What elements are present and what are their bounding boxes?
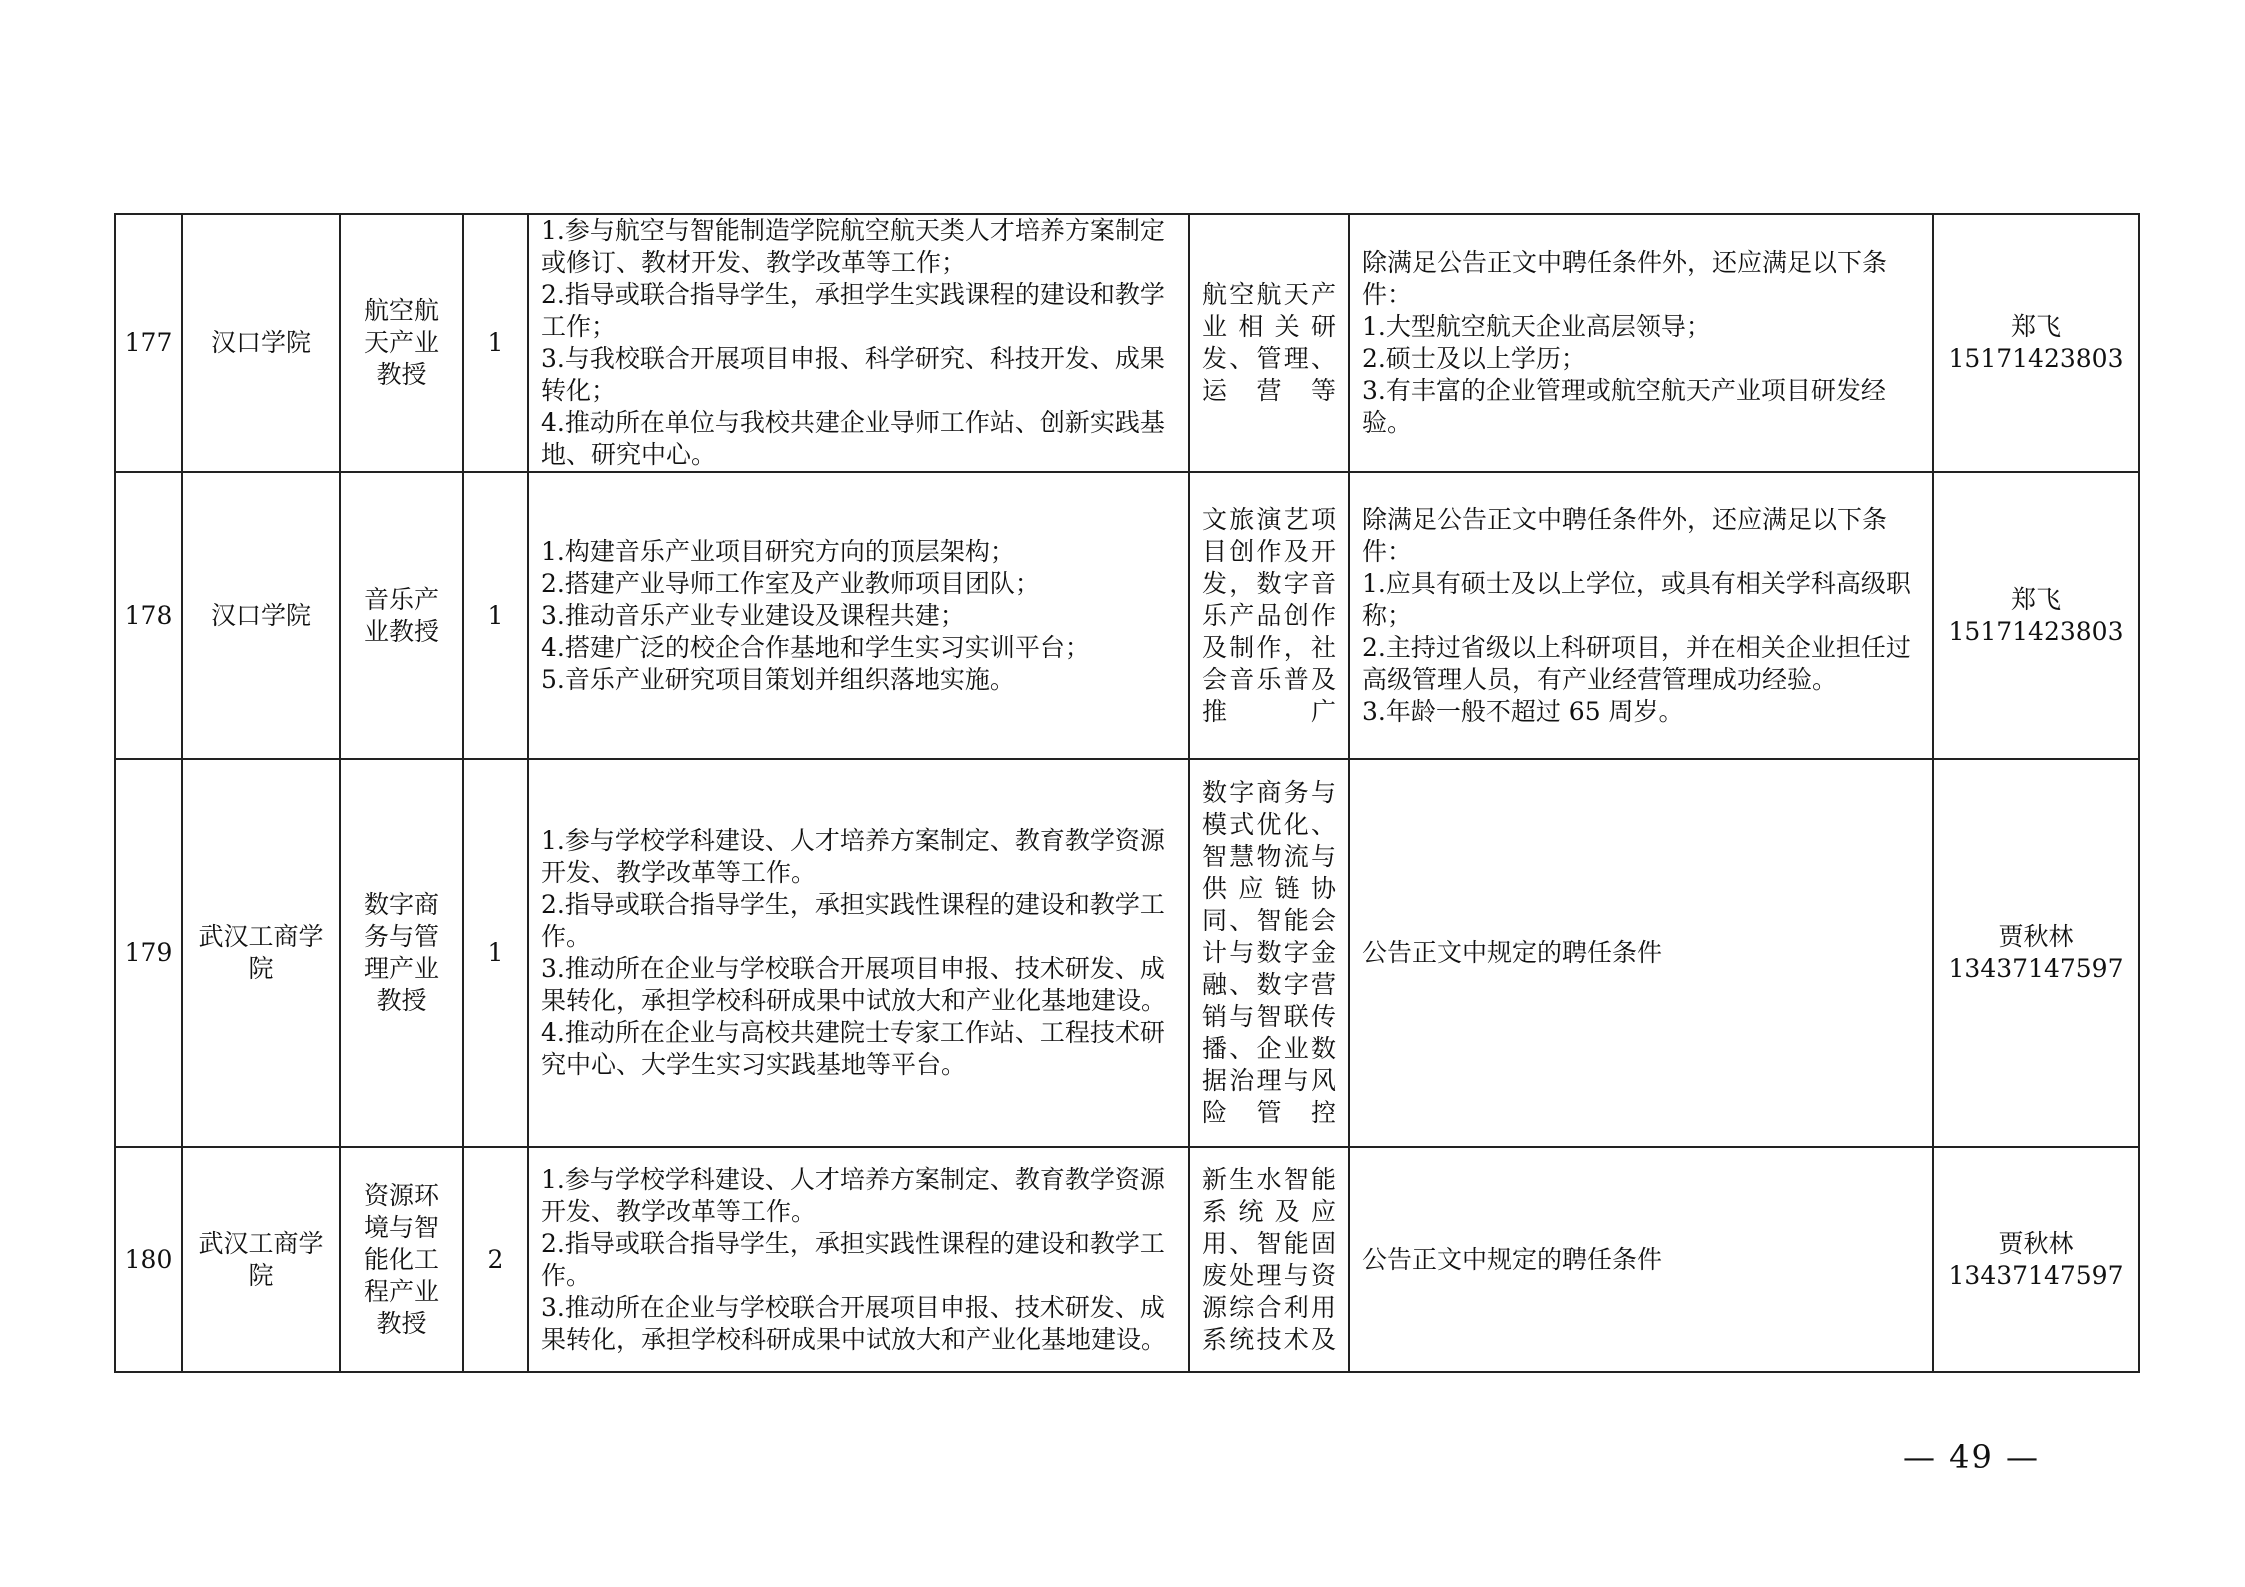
duty-item: 4.推动所在企业与高校共建院士专家工作站、工程技术研究中心、大学生实习实践基地等平台。: [541, 1018, 1165, 1079]
page-number: — 49 —: [1902, 1438, 2040, 1476]
table-row: [115, 759, 2139, 1147]
duty-item: 1.参与学校学科建设、人才培养方案制定、教育教学资源开发、教学改革等工作。: [541, 1164, 1165, 1226]
appointment-conditions: [1349, 1147, 1933, 1372]
duty-item: 3.推动音乐产业专业建设及课程共建；: [541, 600, 965, 630]
condition-item: 2.主持过省级以上科研项目，并在相关企业担任过高级管理人员，有产业经营管理成功经验。: [1362, 632, 1911, 694]
condition-item: 2.硕士及以上学历；: [1362, 344, 1586, 373]
contact-info: [1933, 759, 2139, 1147]
school-name: 武汉工商学院: [182, 1147, 340, 1372]
condition-item: 1.应具有硕士及以上学位，或具有相关学科高级职称；: [1362, 568, 1911, 630]
post-count: 1: [463, 759, 528, 1147]
appointment-conditions: [1349, 759, 1933, 1147]
contact-name: 贾秋林: [1998, 1228, 2074, 1258]
school-name: 汉口学院: [182, 214, 340, 472]
table-row: [115, 1147, 2139, 1372]
research-field: [1189, 1147, 1349, 1372]
duty-item: 4.推动所在单位与我校共建企业导师工作站、创新实践基地、研究中心。: [541, 408, 1165, 469]
school-name: 武汉工商学院: [182, 759, 340, 1147]
contact-phone: 15171423803: [1948, 344, 2124, 373]
job-duties: [528, 1147, 1189, 1372]
condition-item: 公告正文中规定的聘任条件: [1362, 1244, 1663, 1274]
duty-item: 2.指导或联合指导学生，承担实践性课程的建设和教学工作。: [541, 890, 1165, 951]
contact-name: 郑飞: [2010, 584, 2061, 614]
row-number: 177: [115, 214, 182, 472]
row-number: 179: [115, 759, 182, 1147]
duty-item: 2.指导或联合指导学生，承担实践性课程的建设和教学工作。: [541, 1228, 1165, 1290]
duty-item: 3.与我校联合开展项目申报、科学研究、科技开发、成果转化；: [541, 344, 1165, 405]
post-count: 1: [463, 214, 528, 472]
contact-info: [1933, 472, 2139, 759]
condition-item: 除满足公告正文中聘任条件外，还应满足以下条件：: [1362, 248, 1888, 309]
duty-item: 4.搭建广泛的校企合作基地和学生实习实训平台；: [541, 632, 1090, 662]
row-number: 178: [115, 472, 182, 759]
research-field: 航空航天产业相关研发、管理、运营等: [1189, 214, 1349, 472]
duty-item: 2.指导或联合指导学生，承担学生实践课程的建设和教学工作；: [541, 280, 1165, 341]
condition-item: 3.年龄一般不超过 65 周岁。: [1362, 696, 1684, 726]
school-name: 汉口学院: [182, 472, 340, 759]
contact-phone: 13437147597: [1948, 1260, 2124, 1290]
condition-item: 3.有丰富的企业管理或航空航天产业项目研发经验。: [1362, 376, 1886, 437]
condition-item: 1.大型航空航天企业高层领导；: [1362, 312, 1711, 341]
post-count: 2: [463, 1147, 528, 1372]
duty-item: 3.推动所在企业与学校联合开展项目申报、技术研发、成果转化，承担学校科研成果中试放大和产业化基地建设。: [541, 1292, 1167, 1354]
duty-item: 3.推动所在企业与学校联合开展项目申报、技术研发、成果转化，承担学校科研成果中试放大和产业化基地建设。: [541, 954, 1167, 1015]
post-count: 1: [463, 472, 528, 759]
duty-item: 1.参与航空与智能制造学院航空航天类人才培养方案制定或修订、教材开发、教学改革等工作；: [541, 216, 1165, 277]
appointment-conditions: [1349, 472, 1933, 759]
contact-info: [1933, 1147, 2139, 1372]
research-field: 数字商务与模式优化、智慧物流与供应链协同、智能会计与数字金融、数字营销与智联传播、企业数据治理与风险管控: [1189, 759, 1349, 1147]
post-title: 音乐产业教授: [340, 472, 463, 759]
contact-phone: 13437147597: [1948, 954, 2124, 983]
condition-item: 公告正文中规定的聘任条件: [1362, 938, 1663, 967]
positions-table: [114, 213, 2140, 1373]
job-duties: [528, 214, 1189, 472]
contact-info: [1933, 214, 2139, 472]
duty-item: 1.构建音乐产业项目研究方向的顶层架构；: [541, 536, 1015, 566]
post-title: 航空航天产业教授: [340, 214, 463, 472]
research-field: 文旅演艺项目创作及开发，数字音乐产品创作及制作，社会音乐普及推广: [1189, 472, 1349, 759]
contact-name: 郑飞: [2010, 312, 2061, 341]
job-duties: [528, 759, 1189, 1147]
post-title: 资源环境与智能化工程产业教授: [340, 1147, 463, 1372]
contact-name: 贾秋林: [1998, 922, 2074, 951]
duty-item: 2.搭建产业导师工作室及产业教师项目团队；: [541, 568, 1040, 598]
table-row: [115, 214, 2139, 472]
job-duties: [528, 472, 1189, 759]
row-number: 180: [115, 1147, 182, 1372]
duty-item: 5.音乐产业研究项目策划并组织落地实施。: [541, 664, 1015, 694]
table-row: [115, 472, 2139, 759]
research-field-text: 新生水智能系统及应用、智能固废处理与资源综合利用系统技术及: [1202, 1164, 1336, 1354]
contact-phone: 15171423803: [1948, 616, 2124, 646]
post-title: 数字商务与管理产业教授: [340, 759, 463, 1147]
appointment-conditions: [1349, 214, 1933, 472]
duty-item: 1.参与学校学科建设、人才培养方案制定、教育教学资源开发、教学改革等工作。: [541, 826, 1165, 887]
condition-item: 除满足公告正文中聘任条件外，还应满足以下条件：: [1362, 504, 1888, 566]
